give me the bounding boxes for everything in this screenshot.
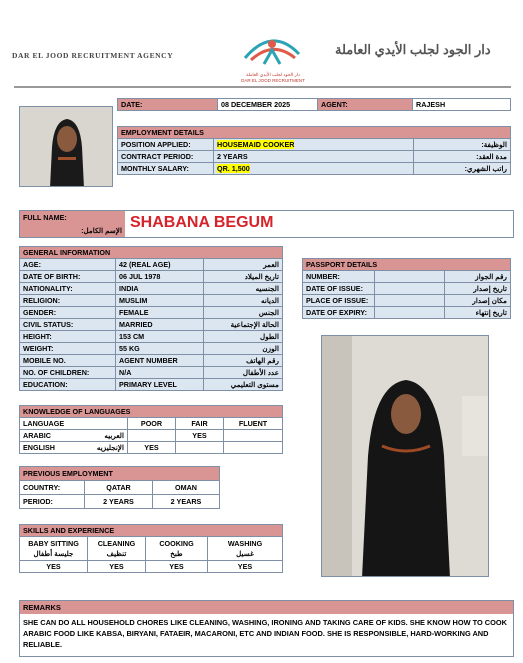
full-name-box	[19, 210, 514, 238]
employment-details-table	[117, 126, 511, 175]
height-value: 153 CM	[116, 331, 204, 343]
issue-date-label-arabic: تاريخ إصدار	[445, 283, 511, 295]
english-poor: YES	[128, 442, 176, 454]
remarks-text: SHE CAN DO ALL HOUSEHOLD CHORES LIKE CLEANING, WASHING, IRONING AND TAKING CARE OF KIDS. SHE KNOW HOW TO COOK ARABIC FOOD LIKE KABSA, BIRYANI, FATAEIR, MACARONI, ETC AND INDIAN FOOD. SHE IS RESPONSIBLE, HARD-WORKING AND RELIABLE.	[23, 618, 507, 649]
previous-employment-title: PREVIOUS EMPLOYMENT	[20, 467, 220, 481]
language-row-arabic	[20, 430, 128, 442]
religion-label-arabic: الديانه	[204, 295, 283, 307]
previous-country-1: QATAR	[85, 481, 153, 495]
contract-label-arabic: مدة العقد:	[414, 151, 511, 163]
skill-name: COOKING	[159, 538, 194, 548]
height-label-arabic: الطول	[204, 331, 283, 343]
full-name-label-cell	[20, 211, 125, 237]
age-label: AGE:	[20, 259, 116, 271]
passport-number-value	[375, 271, 445, 283]
position-value: HOUSEMAID COOKER	[217, 140, 295, 149]
arabic-poor	[128, 430, 176, 442]
passport-title: PASSPORT DETAILS	[303, 259, 511, 271]
issue-place-label-arabic: مكان إصدار	[445, 295, 511, 307]
logo-caption-arabic: دار الجود لجلب الأيدي العاملة	[246, 72, 300, 77]
previous-period-2: 2 YEARS	[153, 495, 220, 509]
passport-number-label: NUMBER:	[303, 271, 375, 283]
language-name: ENGLISH	[23, 443, 55, 452]
skill-cleaning-value: YES	[88, 561, 146, 573]
weight-label: WEIGHT:	[20, 343, 116, 355]
civil-status-value: MARRIED	[116, 319, 204, 331]
dob-label-arabic: تاريخ الميلاد	[204, 271, 283, 283]
expiry-label-arabic: تاريخ إنتهاء	[445, 307, 511, 319]
agency-name-arabic: دار الجود لجلب الأيدي العاملة	[335, 42, 491, 57]
issue-date-label: DATE OF ISSUE:	[303, 283, 375, 295]
skills-title: SKILLS AND EXPERIENCE	[20, 525, 283, 537]
nationality-value: INDIA	[116, 283, 204, 295]
expiry-value	[375, 307, 445, 319]
date-value: 08 DECEMBER 2025	[218, 99, 318, 111]
skill-cooking	[146, 537, 208, 561]
gender-value: FEMALE	[116, 307, 204, 319]
skill-name: CLEANING	[97, 538, 136, 548]
issue-place-label: PLACE OF ISSUE:	[303, 295, 375, 307]
expiry-label: DATE OF EXPIRY:	[303, 307, 375, 319]
country-label: COUNTRY:	[20, 481, 85, 495]
skill-cooking-value: YES	[146, 561, 208, 573]
languages-header-fair: FAIR	[176, 418, 224, 430]
weight-label-arabic: الوزن	[204, 343, 283, 355]
language-name-arabic: العربيه	[104, 431, 124, 440]
languages-header-fluent: FLUENT	[224, 418, 283, 430]
applicant-photo-small	[19, 106, 113, 187]
logo-caption	[228, 72, 318, 84]
remarks-title: REMARKS	[20, 601, 513, 614]
language-row-english	[20, 442, 128, 454]
civil-status-label: CIVIL STATUS:	[20, 319, 116, 331]
agency-name-english: DAR EL JOOD RECRUITMENT AGENCY	[12, 51, 174, 60]
general-info-table	[19, 246, 283, 391]
skill-name-arabic: طبخ	[170, 548, 183, 558]
nationality-label: NATIONALITY:	[20, 283, 116, 295]
weight-value: 55 KG	[116, 343, 204, 355]
religion-value: MUSLIM	[116, 295, 204, 307]
contract-value: 2 YEARS	[214, 151, 414, 163]
religion-label: RELIGION:	[20, 295, 116, 307]
english-fluent	[224, 442, 283, 454]
issue-date-value	[375, 283, 445, 295]
gender-label-arabic: الجنس	[204, 307, 283, 319]
languages-header-language: LANGUAGE	[20, 418, 128, 430]
employment-title: EMPLOYMENT DETAILS	[118, 127, 511, 139]
remarks-box	[19, 600, 514, 657]
issue-place-value	[375, 295, 445, 307]
skill-name-arabic: جليسة أطفال	[33, 548, 74, 558]
applicant-photo-full	[321, 335, 489, 577]
skill-washing	[208, 537, 283, 561]
logo-caption-english: DAR EL JOOD RECRUITMENT	[241, 78, 305, 83]
dob-value: 06 JUL 1978	[116, 271, 204, 283]
full-name-value: SHABANA BEGUM	[130, 214, 274, 231]
contract-label: CONTRACT PERIOD:	[118, 151, 214, 163]
children-label: NO. OF CHILDREN:	[20, 367, 116, 379]
language-name: ARABIC	[23, 431, 51, 440]
mobile-label-arabic: رقم الهاتف	[204, 355, 283, 367]
dob-label: DATE OF BIRTH:	[20, 271, 116, 283]
position-label-arabic: الوظيفة:	[414, 139, 511, 151]
agent-value: RAJESH	[413, 99, 511, 111]
arabic-fair: YES	[176, 430, 224, 442]
children-value: N/A	[116, 367, 204, 379]
gender-label: GENDER:	[20, 307, 116, 319]
english-fair	[176, 442, 224, 454]
skill-babysitting	[20, 537, 88, 561]
skill-washing-value: YES	[208, 561, 283, 573]
skill-babysitting-value: YES	[20, 561, 88, 573]
education-label: EDUCATION:	[20, 379, 116, 391]
general-info-title: GENERAL INFORMATION	[20, 247, 283, 259]
skill-cleaning	[88, 537, 146, 561]
skill-name: BABY SITTING	[28, 538, 79, 548]
previous-period-1: 2 YEARS	[85, 495, 153, 509]
position-label: POSITION APPLIED:	[118, 139, 214, 151]
education-label-arabic: مستوى التعليمي	[204, 379, 283, 391]
mobile-label: MOBILE NO.	[20, 355, 116, 367]
previous-employment-table	[19, 466, 220, 509]
salary-label-arabic: راتب الشهري:	[414, 163, 511, 175]
age-label-arabic: العمر	[204, 259, 283, 271]
civil-status-label-arabic: الحالة الإجتماعية	[204, 319, 283, 331]
previous-country-2: OMAN	[153, 481, 220, 495]
education-value: PRIMARY LEVEL	[116, 379, 204, 391]
languages-table	[19, 405, 283, 454]
skill-name-arabic: تنظيف	[106, 548, 127, 558]
full-name-label: FULL NAME:	[23, 213, 67, 222]
children-label-arabic: عدد الأطفال	[204, 367, 283, 379]
height-label: HEIGHT:	[20, 331, 116, 343]
header-divider	[14, 86, 511, 88]
skill-name-arabic: غسيل	[236, 548, 254, 558]
date-label: DATE:	[118, 99, 218, 111]
agent-label: AGENT:	[318, 99, 413, 111]
age-value: 42 (REAL AGE)	[116, 259, 204, 271]
passport-number-label-arabic: رقم الجواز	[445, 271, 511, 283]
salary-value: QR. 1,500	[217, 164, 250, 173]
date-agent-table	[117, 98, 511, 111]
full-name-label-arabic: الإسم الكامل:	[81, 226, 122, 235]
language-name-arabic: الإنجليزيه	[96, 443, 124, 452]
languages-title: KNOWLEDGE OF LANGUAGES	[20, 406, 283, 418]
salary-label: MONTHLY SALARY:	[118, 163, 214, 175]
nationality-label-arabic: الجنسيه	[204, 283, 283, 295]
arabic-fluent	[224, 430, 283, 442]
skills-table	[19, 524, 283, 573]
passport-table	[302, 258, 511, 319]
languages-header-poor: POOR	[128, 418, 176, 430]
period-label: PERIOD:	[20, 495, 85, 509]
mobile-value: AGENT NUMBER	[116, 355, 204, 367]
skill-name: WASHING	[227, 538, 263, 548]
